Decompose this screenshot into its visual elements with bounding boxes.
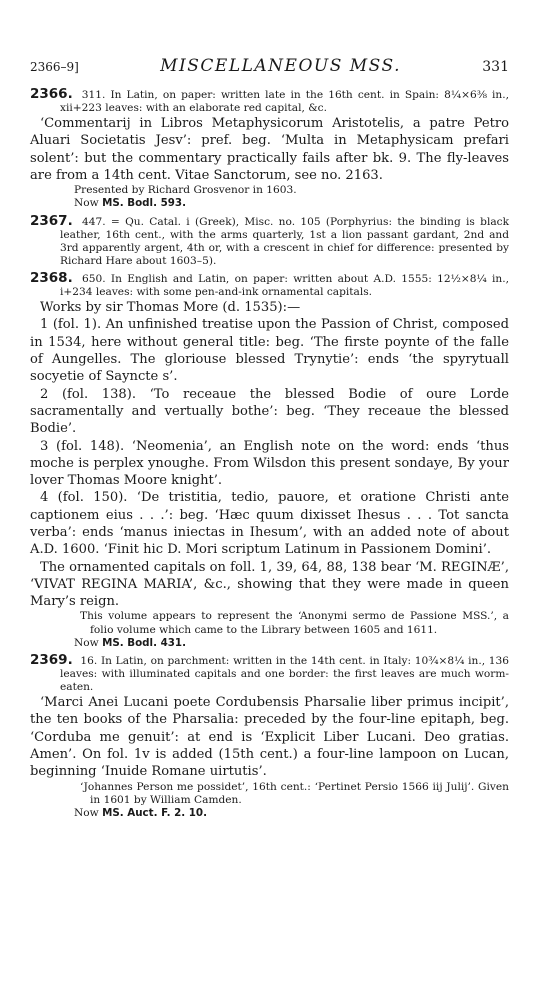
running-title: MISCELLANEOUS MSS.	[160, 56, 401, 76]
entry-number: 2369.	[30, 651, 73, 668]
shelfmark: MS. Bodl. 593.	[102, 197, 186, 210]
provenance-note: ‘Johannes Person me possidet’, 16th cent.: ‘Pertinet Persio 1566 iij Julij’. Given in 1601 by William Camden.	[80, 780, 509, 806]
entry-item: 2 (fol. 138). ‘To receaue the blessed Bodie of oure Lorde sacramentally and vertually bothe’: beg. ‘They receaue the blessed Bodie’.	[30, 386, 509, 437]
entry-range: 2366–9]	[30, 60, 79, 74]
catalogue-entry	[30, 88, 509, 211]
shelfmark: MS. Bodl. 431.	[102, 636, 186, 649]
entry-head	[30, 88, 509, 115]
entry-body-lead: Works by sir Thomas More (d. 1535):—	[40, 300, 301, 316]
entry-item: 1 (fol. 1). An unfinished treatise upon the Passion of Christ, composed in 1534, here without general title: beg. ‘The firste poynte of the falle of Aungelles. The gloriouse blessed Trynytie’: ends ‘the spyrytuall socyetie of Sayncte s’.	[30, 317, 509, 385]
entry-description: 650. In English and Latin, on paper: written about A.D. 1555: 12½×8¼ in., i+234 leaves: with some pen-and-ink ornamental capitals.	[60, 272, 509, 299]
provenance-note: Presented by Richard Grosvenor in 1603.	[74, 184, 297, 197]
entry-item: 4 (fol. 150). ‘De tristitia, tedio, pauore, et oratione Christi ante captionem eius . . .’: beg. ‘Hæc quum dixisset Ihesus . . . Tot sancta verba’: ends ‘manus iniectas in Ihesum’, with an added note of about A.D. 1600. ‘Finit hic D. Mori scriptum Latinum in Passionem Domini’.	[30, 490, 509, 558]
entry-body: ‘Marci Anei Lucani poete Cordubensis Pharsalie liber primus incipit’, the ten books of the Pharsalia: preceded by the four-line epitaph, beg. ‘Corduba me genuit’: at end is ‘Explicit Liber Lucani. Deo gratias. Amen’. On fol. 1v is added (15th cent.) a four-line lampoon on Lucan, beginning ‘Inuide Romane uirtutis’.	[30, 695, 509, 780]
entry-head	[30, 269, 509, 299]
shelfmark-prefix: Now	[74, 806, 99, 819]
running-head	[30, 56, 509, 76]
entry-description: 311. In Latin, on paper: written late in the 16th cent. in Spain: 8¼×6⅜ in., xii+223 leaves: with an elaborate red capital, &c.	[60, 89, 509, 115]
shelfmark: MS. Auct. F. 2. 10.	[102, 806, 207, 819]
entry-body: ‘Commentarij in Libros Metaphysicorum Aristotelis, a patre Petro Aluari Societatis Jesv’: pref. beg. ‘Multa in Metaphysicam prefari solent’: but the commentary practically fails after bk. 9. The fly-leaves are from a 14th cent. Vitae Sanctorum, see no. 2163.	[30, 116, 509, 184]
entry-body-tail: The ornamented capitals on foll. 1, 39, 64, 88, 138 bear ‘M. REGINÆ’, ‘VIVAT REGINA MARIA’, &c., showing that they were made in queen Mary’s reign.	[30, 559, 509, 610]
provenance-note: This volume appears to represent the ‘Anonymi sermo de Passione MSS.’, a folio volume which came to the Library between 1605 and 1611.	[80, 610, 509, 636]
shelfmark-line	[74, 197, 509, 210]
entry-item: 3 (fol. 148). ‘Neomenia’, an English note on the word: ends ‘thus moche is perplex ynoughe. From Wilsdon this present sondaye, By your lover Thomas Moore knight’.	[30, 438, 509, 489]
catalogue-entry	[30, 212, 509, 268]
shelfmark-line	[74, 637, 509, 650]
entry-number: 2368.	[30, 269, 73, 286]
page-number: 331	[482, 59, 509, 75]
entry-head	[30, 651, 510, 694]
shelfmark-prefix: Now	[74, 636, 99, 649]
shelfmark-line	[74, 807, 509, 820]
entry-description: 16. In Latin, on parchment: written in the 14th cent. in Italy: 10¾×8¼ in., 136 leaves: with illuminated capitals and one border: the first leaves are much worm-eaten.	[60, 654, 510, 693]
catalogue-entry	[30, 651, 510, 820]
shelfmark-prefix: Now	[74, 197, 99, 210]
entry-description: 447. = Qu. Catal. i (Greek), Misc. no. 105 (Porphyrius: the binding is black leather, 16th cent., with the arms quarterly, 1st a lion passant gardant, 2nd and 3rd apparently argent, 4th or, with a crescent in chief for difference: presented by Richard Hare about 1603–5).	[60, 215, 509, 267]
entry-head	[30, 212, 509, 268]
catalogue-entry	[30, 269, 509, 650]
entry-number: 2366.	[30, 86, 73, 102]
entry-number: 2367.	[30, 212, 73, 229]
